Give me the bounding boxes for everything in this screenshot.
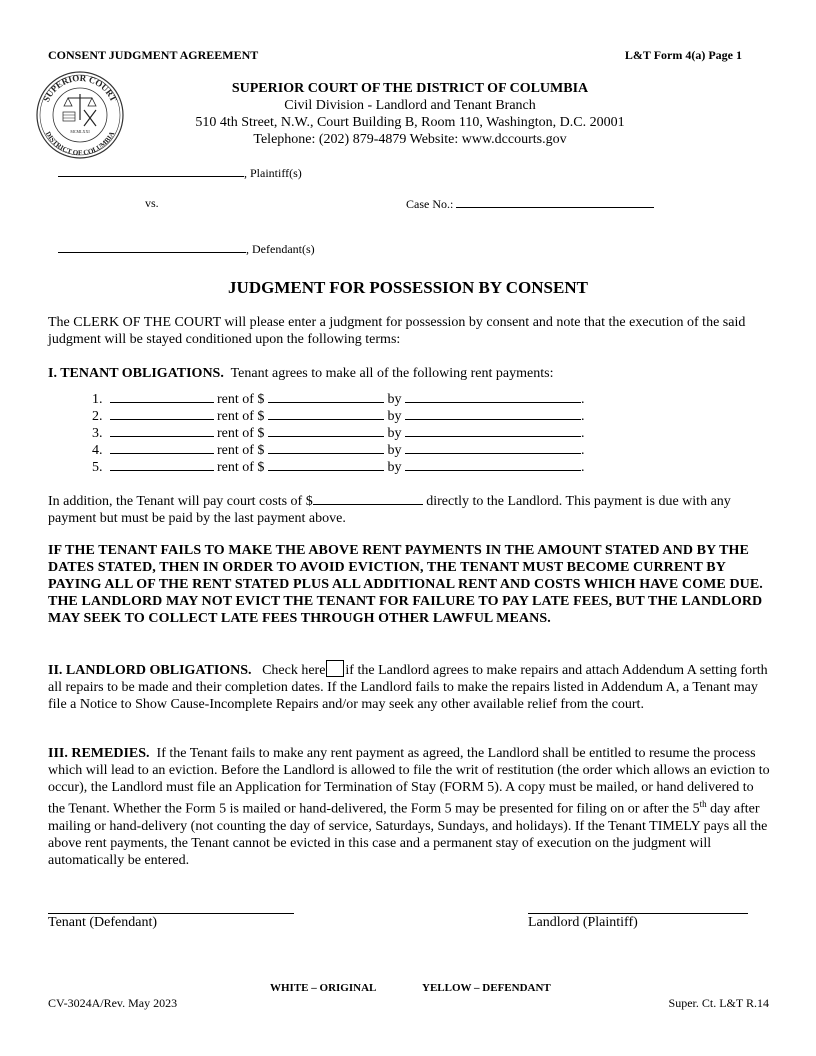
payment-row — [92, 441, 584, 458]
rent-label: rent of $ — [217, 426, 265, 441]
court-contact: Telephone: (202) 879-4879 Website: www.dccourts.gov — [253, 132, 567, 147]
court-division: Civil Division - Landlord and Tenant Branch — [284, 98, 536, 113]
remedies-text-b: day after mailing or hand-delivery (not counting the day of service, Saturdays, Sundays, and holidays). If the Tenant TIMELY pays all the above rent payments, the Tenant cannot be evicted in this case and a permanent stay of execution on the judgment will automatically be entered. — [48, 801, 768, 868]
seal-top-text: SUPERIOR COURT — [41, 72, 119, 104]
rent-amount-field[interactable] — [268, 458, 384, 471]
payment-date-field[interactable] — [110, 407, 214, 420]
landlord-signature-label: Landlord (Plaintiff) — [528, 915, 638, 930]
seal-bottom-text: DISTRICT OF COLUMBIA — [43, 130, 117, 158]
due-date-field[interactable] — [405, 424, 581, 437]
plaintiff-label: , Plaintiff(s) — [244, 166, 302, 180]
row-end: . — [580, 426, 585, 441]
tenant-signature-label: Tenant (Defendant) — [48, 915, 158, 930]
payment-date-field[interactable] — [110, 441, 214, 454]
rent-amount-field[interactable] — [268, 424, 384, 437]
row-end: . — [580, 443, 585, 458]
rent-amount-field[interactable] — [268, 407, 384, 420]
form-header-right: L&T Form 4(a) Page 1 — [624, 48, 742, 62]
due-date-field[interactable] — [405, 458, 581, 471]
payment-number: 1. — [92, 392, 103, 407]
plaintiff-name-field[interactable] — [58, 164, 244, 177]
footer-copy-white: WHITE – ORIGINAL — [270, 982, 377, 994]
rent-label: rent of $ — [217, 460, 265, 475]
payment-date-field[interactable] — [110, 458, 214, 471]
rent-amount-field[interactable] — [268, 390, 384, 403]
due-date-field[interactable] — [405, 441, 581, 454]
seal-center-text: MCMLXXI — [70, 129, 90, 134]
footer-rule: Super. Ct. L&T R.14 — [668, 996, 769, 1010]
by-label: by — [387, 409, 402, 424]
court-header — [160, 80, 660, 148]
payment-number: 3. — [92, 426, 103, 441]
intro-paragraph: The CLERK OF THE COURT will please enter a judgment for possession by consent and note that the execution of the said judgment will be stayed conditioned upon the following terms: — [48, 315, 746, 347]
landlord-obligations-paragraph — [48, 660, 773, 713]
payment-number: 5. — [92, 460, 103, 475]
due-date-field[interactable] — [405, 390, 581, 403]
due-date-field[interactable] — [405, 407, 581, 420]
landlord-obligations-text: if the Landlord agrees to make repairs and attach Addendum A setting forth all repairs to be made and their completion dates. If the Landlord fails to make the repairs listed in Addendum A, a Tenant may file a Notice to Show Cause-Incomplete Repairs and/or may seek any other available relief from the court. — [48, 663, 768, 712]
court-costs-post: directly to the Landlord. This payment is due with any payment but must be paid by the last payment above. — [48, 494, 731, 526]
defendant-name-field[interactable] — [58, 240, 246, 253]
remedies-text-a: If the Tenant fails to make any rent payment as agreed, the Landlord shall be entitled to resume the process which will lead to an eviction. Before the Landlord is allowed to file the writ of restitution (the order which allows an eviction to occur), the Landlord must file an Application for Termination of Stay (FORM 5). A copy must be mailed, or hand delivered to the Tenant. Whether the Form 5 is mailed or hand-delivered, the Form 5 may be presented for filing on or after the 5 — [48, 746, 770, 817]
row-end: . — [580, 392, 585, 407]
footer-copy-yellow: YELLOW – DEFENDANT — [422, 982, 551, 994]
defendant-row — [58, 240, 315, 257]
vs-label: vs. — [145, 196, 159, 210]
case-number-label: Case No.: — [406, 197, 454, 211]
rent-label: rent of $ — [217, 392, 265, 407]
payment-number: 4. — [92, 443, 103, 458]
rent-label: rent of $ — [217, 409, 265, 424]
tenant-signature-line[interactable] — [48, 913, 294, 914]
payment-row — [92, 424, 584, 441]
court-address: 510 4th Street, N.W., Court Building B, Room 110, Washington, D.C. 20001 — [195, 115, 625, 130]
case-number-row — [406, 195, 654, 212]
payment-row — [92, 407, 584, 424]
remedies-sup: th — [699, 799, 707, 809]
remedies-paragraph — [48, 745, 773, 869]
payment-row — [92, 390, 584, 407]
form-header-left: CONSENT JUDGMENT AGREEMENT — [48, 48, 259, 62]
payment-date-field[interactable] — [110, 390, 214, 403]
court-costs-field[interactable] — [313, 492, 423, 505]
payment-number: 2. — [92, 409, 103, 424]
by-label: by — [387, 443, 402, 458]
row-end: . — [580, 409, 585, 424]
by-label: by — [387, 426, 402, 441]
court-title: SUPERIOR COURT OF THE DISTRICT OF COLUMBIA — [231, 81, 589, 96]
remedies-heading: III. REMEDIES. — [48, 746, 150, 761]
document-title: JUDGMENT FOR POSSESSION BY CONSENT — [228, 278, 588, 297]
court-costs-paragraph — [48, 492, 773, 527]
tenant-obligations-text: Tenant agrees to make all of the following rent payments: — [230, 366, 554, 381]
court-costs-pre: In addition, the Tenant will pay court costs of $ — [48, 494, 313, 509]
by-label: by — [387, 392, 402, 407]
by-label: by — [387, 460, 402, 475]
case-number-field[interactable] — [456, 195, 654, 208]
row-end: . — [580, 460, 585, 475]
svg-text:DISTRICT OF COLUMBIA — [44, 130, 117, 157]
rent-label: rent of $ — [217, 443, 265, 458]
tenant-obligations-intro — [48, 365, 773, 382]
payment-row — [92, 458, 584, 475]
landlord-obligations-heading: II. LANDLORD OBLIGATIONS. — [48, 663, 252, 678]
footer-form-number: CV-3024A/Rev. May 2023 — [48, 996, 178, 1010]
court-seal — [30, 70, 130, 160]
payment-date-field[interactable] — [110, 424, 214, 437]
check-here-label: Check here — [262, 663, 326, 678]
landlord-signature-line[interactable] — [528, 913, 748, 914]
tenant-obligations-heading: I. TENANT OBLIGATIONS. — [48, 366, 224, 381]
defendant-label: , Defendant(s) — [246, 242, 315, 256]
repairs-checkbox[interactable] — [326, 660, 344, 677]
eviction-warning: IF THE TENANT FAILS TO MAKE THE ABOVE RENT PAYMENTS IN THE AMOUNT STATED AND BY THE DATES STATED, THEN IN ORDER TO AVOID EVICTION, THE TENANT MUST BECOME CURRENT BY PAYING ALL OF THE RENT STATED PLUS ALL ADDITIONAL RENT AND COSTS WHICH HAVE COME DUE. THE LANDLORD MAY NOT EVICT THE TENANT FOR FAILURE TO PAY LATE FEES, BUT THE LANDLORD MAY SEEK TO COLLECT LATE FEES THROUGH OTHER LAWFUL MEANS. — [48, 543, 763, 626]
plaintiff-row — [58, 164, 302, 181]
rent-amount-field[interactable] — [268, 441, 384, 454]
